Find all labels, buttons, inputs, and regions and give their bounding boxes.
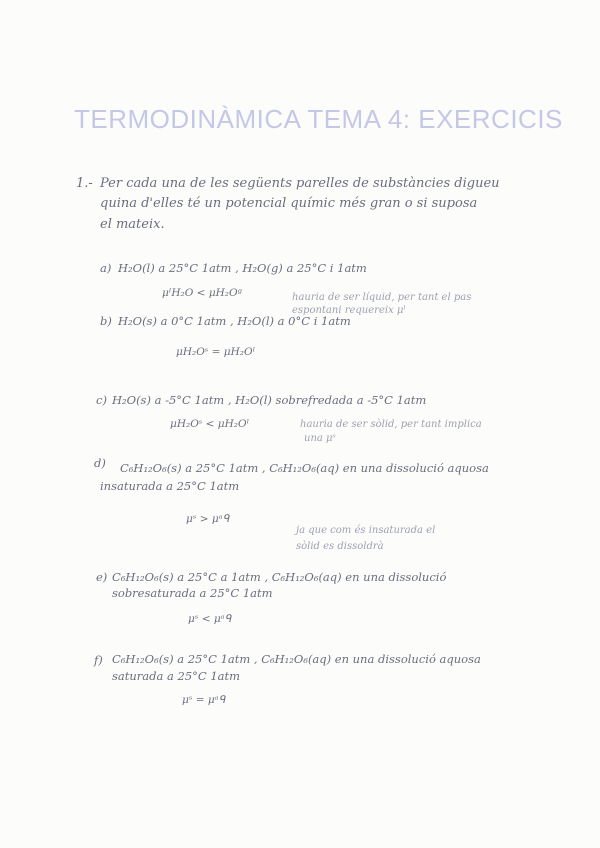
item-a-label: a): [100, 261, 112, 275]
item-d-text: C₆H₁₂O₆(s) a 25°C 1atm , C₆H₁₂O₆(aq) en una dissolució aquosa: [120, 461, 489, 475]
item-d-note-2: sòlid es dissoldrà: [296, 541, 384, 552]
page-title: TERMODINÀMICA TEMA 4: EXERCICIS: [74, 104, 563, 134]
item-f-answer: μˢ = μᵃᑫ: [182, 694, 226, 706]
item-d-answer: μˢ > μᵃᑫ: [186, 513, 230, 525]
item-b-label: b): [100, 314, 112, 328]
item-c-label: c): [96, 393, 107, 407]
item-d-text-2: insaturada a 25°C 1atm: [100, 479, 240, 493]
item-f-label: f): [94, 653, 103, 667]
item-a-note-1: hauria de ser líquid, per tant el pas: [292, 292, 472, 303]
item-f-text-2: saturada a 25°C 1atm: [112, 669, 241, 683]
item-b-answer: μH₂Oˢ = μH₂Oˡ: [176, 346, 256, 358]
statement-line-3: el mateix.: [100, 217, 165, 232]
item-d-note-1: ja que com és insaturada el: [296, 525, 436, 536]
item-e-answer: μˢ < μᵃᑫ: [188, 613, 232, 625]
exercise-number: 1.-: [76, 176, 93, 191]
item-c-answer: μH₂Oˢ < μH₂Oˡ: [170, 418, 250, 430]
item-f-text: C₆H₁₂O₆(s) a 25°C 1atm , C₆H₁₂O₆(aq) en una dissolució aquosa: [112, 652, 481, 666]
item-e-text-2: sobresaturada a 25°C 1atm: [112, 586, 273, 600]
item-e-text: C₆H₁₂O₆(s) a 25°C a 1atm , C₆H₁₂O₆(aq) en una dissolució: [112, 570, 447, 584]
statement-line-1: Per cada una de les següents parelles de substàncies digueu: [100, 176, 500, 191]
item-d-label: d): [94, 456, 106, 470]
item-b-text: H₂O(s) a 0°C 1atm , H₂O(l) a 0°C i 1atm: [118, 314, 351, 328]
item-c-note-1: hauria de ser sòlid, per tant implica: [300, 419, 482, 430]
item-c-note-2: una μˢ: [304, 433, 336, 444]
item-c-text: H₂O(s) a -5°C 1atm , H₂O(l) sobrefredada a -5°C 1atm: [112, 393, 427, 407]
item-a-answer: μˡH₂O < μH₂Oᵍ: [162, 287, 242, 299]
statement-line-2: quina d'elles té un potencial químic més gran o si suposa: [100, 196, 478, 211]
item-a-text: H₂O(l) a 25°C 1atm , H₂O(g) a 25°C i 1atm: [118, 261, 367, 275]
item-e-label: e): [96, 570, 108, 584]
item-a-note-2: espontani requereix μˡ: [292, 305, 406, 316]
